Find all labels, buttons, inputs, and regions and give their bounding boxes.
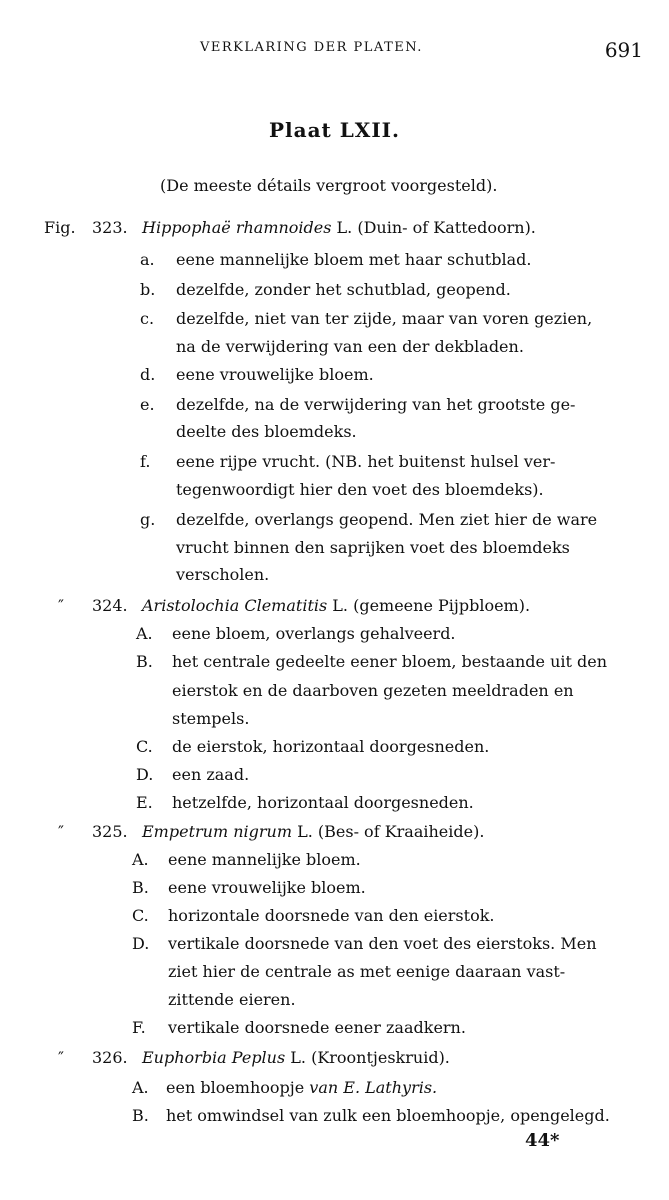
item-text: eene mannelijke bloem met haar schutblad. (176, 250, 532, 269)
item-label: g. (140, 510, 156, 529)
item-text-plain: een bloemhoopje (166, 1078, 310, 1097)
species-name: Euphorbia Peplus (142, 1048, 286, 1067)
item-text: eene rijpe vrucht. (NB. het buitenst hulsel ver- (176, 452, 556, 471)
item-text: dezelfde, niet van ter zijde, maar van voren gezien, (176, 309, 593, 328)
item-text: hetzelfde, horizontaal doorgesneden. (172, 793, 474, 812)
item-text-italic: van (309, 1078, 339, 1097)
item-label: C. (132, 906, 149, 925)
figure-number: 324. (92, 596, 128, 615)
item-text: vrucht binnen den saprijken voet des bloemdeks (176, 538, 570, 557)
item-text: dezelfde, overlangs geopend. Men ziet hier de ware (176, 510, 598, 529)
item-text: dezelfde, zonder het schutblad, geopend. (176, 280, 511, 299)
item-text: eene vrouwelijke bloem. (176, 365, 374, 384)
item-label: B. (132, 1106, 149, 1125)
species-name: Empetrum nigrum (142, 822, 292, 841)
item-label: b. (140, 280, 156, 299)
item-text: stempels. (172, 709, 250, 728)
item-label: C. (136, 737, 153, 756)
item-text: vertikale doorsnede eener zaadkern. (168, 1018, 466, 1037)
item-label: e. (140, 395, 155, 414)
item-label: A. (132, 1078, 149, 1097)
figure-prefix: Fig. (44, 218, 76, 237)
item-text: deelte des bloemdeks. (176, 422, 357, 441)
species-rest: L. (Kroontjeskruid). (285, 1048, 450, 1067)
plate-subtitle: (De meeste détails vergroot voorgesteld). (160, 176, 498, 195)
ditto-mark: ″ (58, 822, 64, 841)
ditto-mark: ″ (58, 596, 64, 615)
item-text: eene vrouwelijke bloem. (168, 878, 366, 897)
figure-heading (142, 596, 530, 615)
item-text (166, 1078, 437, 1097)
item-label: B. (132, 878, 149, 897)
species-abbrev: E. Lathyris. (343, 1078, 438, 1097)
figure-heading (142, 822, 484, 841)
item-text: tegenwoordigt hier den voet des bloemdeks). (176, 480, 544, 499)
item-text: na de verwijdering van een der dekbladen. (176, 337, 524, 356)
page-number: 691 (604, 38, 643, 62)
item-label: c. (140, 309, 155, 328)
ditto-mark: ″ (58, 1048, 64, 1067)
figure-number: 325. (92, 822, 128, 841)
plate-title: Plaat LXII. (268, 118, 400, 142)
signature-mark: 44* (525, 1130, 560, 1151)
item-text: een zaad. (172, 765, 250, 784)
item-text: horizontale doorsnede van den eierstok. (168, 906, 495, 925)
item-text: verscholen. (176, 565, 270, 584)
item-text: de eierstok, horizontaal doorgesneden. (172, 737, 490, 756)
item-label: A. (132, 850, 149, 869)
species-rest: L. (gemeene Pijpbloem). (327, 596, 531, 615)
figure-number: 323. (92, 218, 128, 237)
item-label: a. (140, 250, 155, 269)
species-name: Hippophaë rhamnoides (142, 218, 332, 237)
item-text: eierstok en de daarboven gezeten meeldraden en (172, 681, 574, 700)
figure-heading (142, 218, 536, 237)
item-text: zittende eieren. (168, 990, 296, 1009)
species-rest: L. (Bes- of Kraaiheide). (292, 822, 485, 841)
item-label: d. (140, 365, 156, 384)
item-text: eene bloem, overlangs gehalveerd. (172, 624, 456, 643)
item-label: D. (136, 765, 154, 784)
item-text: vertikale doorsnede van den voet des eierstoks. Men (168, 934, 597, 953)
figure-heading (142, 1048, 450, 1067)
item-text: ziet hier de centrale as met eenige daaraan vast- (168, 962, 566, 981)
running-title: VERKLARING DER PLATEN. (200, 40, 423, 55)
species-rest: L. (Duin- of Kattedoorn). (331, 218, 536, 237)
item-label: D. (132, 934, 150, 953)
item-label: B. (136, 652, 153, 671)
item-text: dezelfde, na de verwijdering van het grootste ge- (176, 395, 576, 414)
item-text: eene mannelijke bloem. (168, 850, 361, 869)
item-label: E. (136, 793, 153, 812)
figure-number: 326. (92, 1048, 128, 1067)
species-name: Aristolochia Clematitis (142, 596, 328, 615)
item-text: het omwindsel van zulk een bloemhoopje, opengelegd. (166, 1106, 610, 1125)
item-label: F. (132, 1018, 146, 1037)
item-text: het centrale gedeelte eener bloem, bestaande uit den (172, 652, 608, 671)
item-label: f. (140, 452, 151, 471)
item-label: A. (136, 624, 153, 643)
